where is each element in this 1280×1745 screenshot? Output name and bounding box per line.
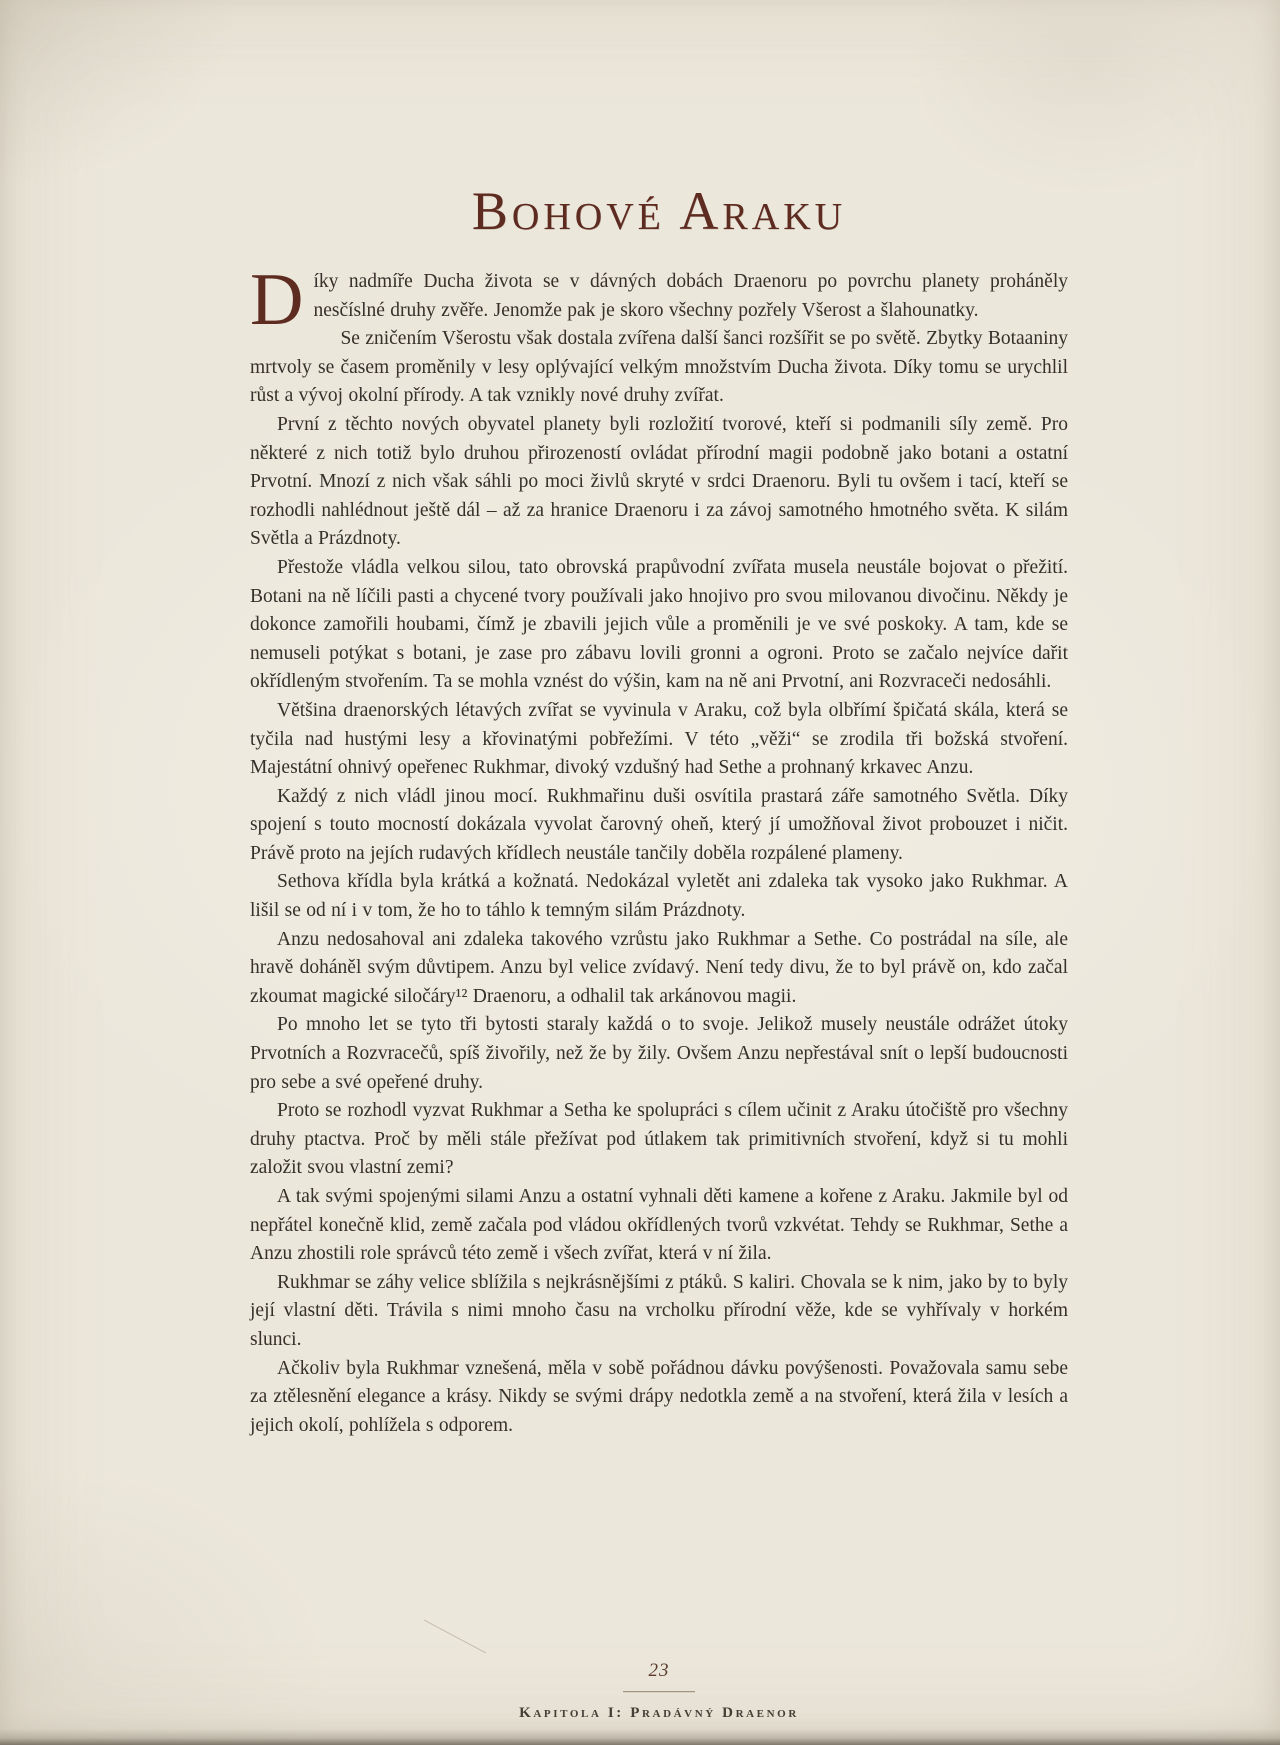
- body-paragraph: Rukhmar se záhy velice sblížila s nejkrásnějšími z ptáků. S kaliri. Chovala se k nim, jako by to byly její vlastní děti. Trávila s nimi mnoho času na vrcholku přírodní věže, kde se vyhřívaly v horkém slunci.: [250, 1271, 1068, 1350]
- chapter-title: Kapitola I: Pradávný Draenor: [519, 1705, 799, 1721]
- text-block: [250, 0, 1068, 1440]
- body-paragraph: První z těchto nových obyvatel planety byli rozložití tvorové, kteří si podmanili síly země. Pro některé z nich totiž bylo druhou přirozeností ovládat přírodní magii podobně jako botani a ostatní Prvotní. Mnozí z nich však sáhli po moci živlů skryté v srdci Draenoru. Byli tu ovšem i tací, kteří se rozhodli nahlédnout ještě dál – až za hranice Draenoru i za závoj samotného hmotného světa. K silám Světla a Prázdnoty.: [250, 413, 1068, 550]
- body-paragraph: Sethova křídla byla krátká a kožnatá. Nedokázal vyletět ani zdaleka tak vysoko jako Rukhmar. A lišil se od ní i v tom, že ho to táhlo k temným silám Prázdnoty.: [250, 871, 1068, 922]
- body-paragraph: Přestože vládla velkou silou, tato obrovská prapůvodní zvířata musela neustále bojovat o přežití. Botani na ně líčili pasti a chycené tvory používali jako hnojivo pro svou milovanou divočinu. Někdy je dokonce zamořili houbami, čímž je zbavili jejich vůle a proměnili je ve své poskoky. A tam, kde se nemuseli potýkat s botani, je zase pro zábavu lovili gronni a ogroni. Proto se začalo nejvíce dařit okřídleným stvořením. Ta se mohla vznést do výšin, kam na ně ani Prvotní, ani Rozvraceči nedosáhli.: [250, 556, 1068, 693]
- body-paragraph: Ačkoliv byla Rukhmar vznešená, měla v sobě pořádnou dávku povýšenosti. Považovala samu sebe za ztělesnění elegance a krásy. Nikdy se svými drápy nedotkla země a na stvoření, která žila v lesích a jejich okolí, pohlížela s odporem.: [250, 1357, 1068, 1436]
- page-number: 23: [648, 1660, 670, 1681]
- page-title: Bohové Araku: [471, 181, 847, 241]
- body-paragraph: Většina draenorských létavých zvířat se vyvinula v Araku, což byla olbřímí špičatá skála, která se tyčila nad hustými lesy a křovinatými pobřežími. V této „věži“ se zrodila tři božská stvoření. Majestátní ohnivý opeřenec Rukhmar, divoký vzdušný had Sethe a prohnaný krkavec Anzu.: [250, 699, 1068, 779]
- body-paragraph: Po mnoho let se tyto tři bytosti staraly každá o to svoje. Jelikož musely neustále odrážet útoky Prvotních a Rozvracečů, spíš živořily, než že by žily. Ovšem Anzu nepřestával snít o lepší budoucnosti pro sebe a své opeřené druhy.: [250, 1014, 1068, 1093]
- page-footer: [250, 1660, 1068, 1722]
- paper-crease: [424, 1620, 486, 1654]
- body-paragraph: A tak svými spojenými silami Anzu a ostatní vyhnali děti kamene a kořene z Araku. Jakmile byl od nepřátel konečně klid, země začala pod vládou okřídlených tvorů vzkvétat. Tehdy se Rukhmar, Sethe a Anzu zhostili role správců této země i všech zvířat, která v ní žila.: [250, 1186, 1068, 1265]
- body-paragraph: Proto se rozhodl vyzvat Rukhmar a Setha ke spolupráci s cílem učinit z Araku útočiště pro všechny druhy ptactva. Proč by měli stále přežívat pod útlakem tak primitivních stvoření, když si tu mohli založit svou vlastní zemi?: [250, 1100, 1068, 1179]
- body-text: [250, 259, 1068, 1440]
- body-paragraph: Se zničením Všerostu však dostala zvířena další šanci rozšířit se po světě. Zbytky Botaaniny mrtvoly se časem proměnily v lesy oplývající velkým množstvím Ducha života. Díky tomu se urychlil růst a vývoj okolní přírody. A tak vznikly nové druhy zvířat.: [250, 328, 1068, 407]
- body-paragraph: Anzu nedosahoval ani zdaleka takového vzrůstu jako Rukhmar a Sethe. Co postrádal na síle, ale hravě doháněl svým důvtipem. Anzu byl velice zvídavý. Není tedy divu, že to byl právě on, kdo začal zkoumat magické siločáry¹² Draenoru, a odhalil tak arkánovou magii.: [250, 928, 1068, 1007]
- body-paragraph: Díky nadmíře Ducha života se v dávných dobách Draenoru po povrchu planety proháněly nesčíslné druhy zvěře. Jenomže pak je skoro všechny pozřely Všerost a šlahounatky.: [250, 259, 1068, 341]
- footer-divider: [623, 1691, 695, 1692]
- body-paragraph: Každý z nich vládl jinou mocí. Rukhmařinu duši osvítila prastará záře samotného Světla. Díky spojení s touto mocností dokázala vyvolat čarovný oheň, který jí umožňoval život probouzet i ničit. Právě proto na jejích rudavých křídlech neustále tančily doběla rozpálené plameny.: [250, 785, 1068, 864]
- page-bottom-edge: [0, 1729, 1280, 1745]
